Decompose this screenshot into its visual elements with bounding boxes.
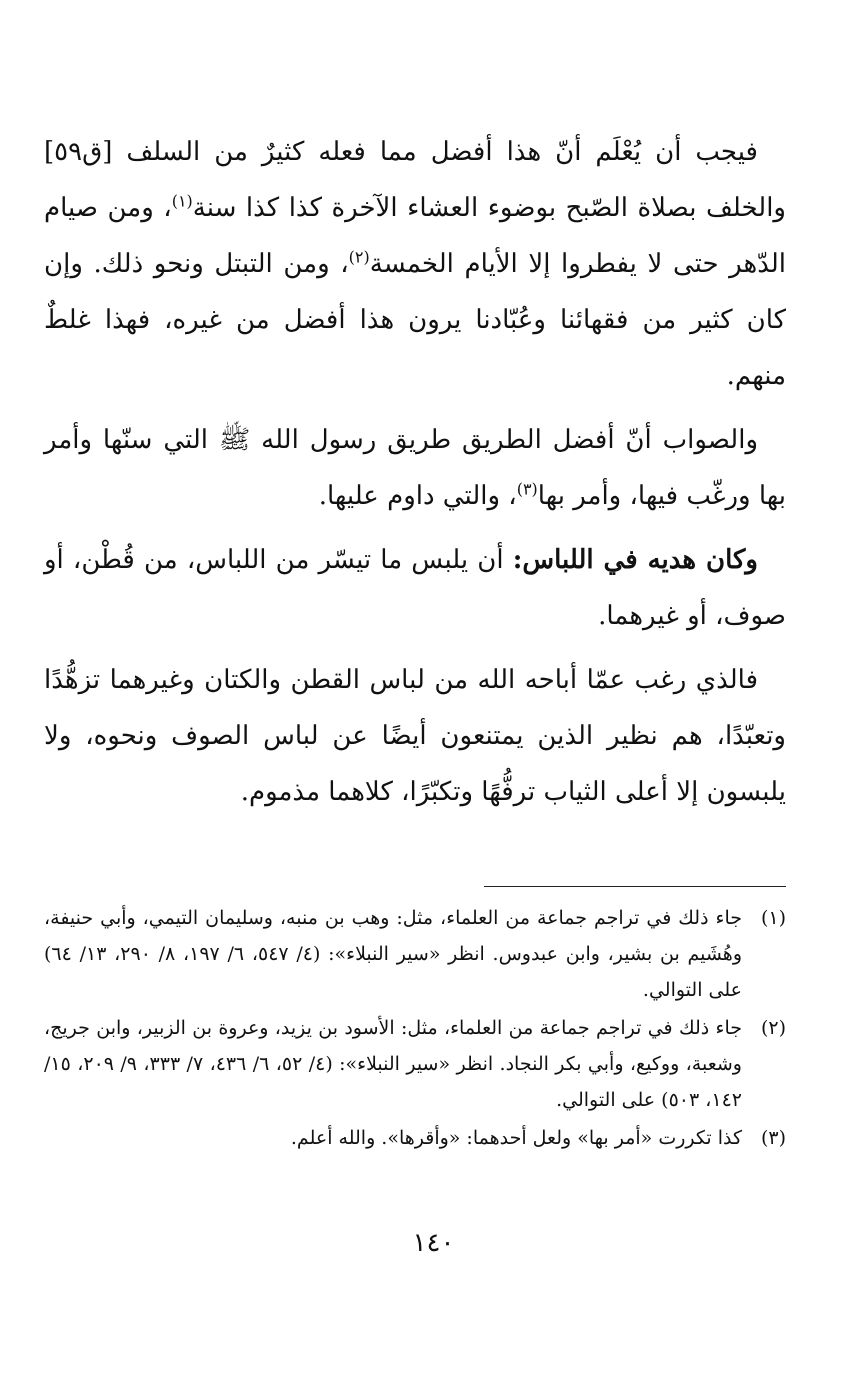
- paragraph-3: [44, 532, 786, 644]
- footnote-2: [44, 1010, 786, 1118]
- footnote-ref-2: (٢): [348, 247, 370, 267]
- paragraph-2-part-b: ، والتي داوم عليها.: [318, 481, 517, 511]
- footnote-number: (١): [760, 907, 786, 929]
- paragraph-4: [44, 652, 786, 820]
- page-number: ١٤٠: [412, 1228, 455, 1258]
- footnote-text: جاء ذلك في تراجم جماعة من العلماء، مثل: الأسود بن يزيد، وعروة بن الزبير، وابن جريج، وشعبة، ووكيع، وأبي بكر النجاد. انظر «سير النبلاء»: (٤/ ٥٢، ٦/ ٤٣٦، ٧/ ٣٣٣، ٩/ ٢٠٩، ١٥/ ١٤٢، ٥٠٣) على التوالي.: [44, 1017, 742, 1111]
- paragraph-1-part-c: ، ومن التبتل ونحو ذلك. وإن كان كثير من فقهائنا وعُبّادنا يرون هذا أفضل من غيره، فهذا غلطٌ منهم.: [44, 249, 786, 391]
- footnote-divider: [484, 886, 786, 887]
- footnote-3: [44, 1120, 786, 1156]
- main-text: [44, 124, 786, 820]
- paragraph-1: [44, 124, 786, 404]
- footnotes: [44, 900, 786, 1158]
- footnote-number: (٢): [760, 1017, 786, 1039]
- paragraph-3-heading: وكان هديه في اللباس:: [512, 545, 758, 575]
- paragraph-2-part-a: والصواب أنّ أفضل الطريق طريق رسول الله ﷺ التي سنّها وأمر بها ورغّب فيها، وأمر بها: [44, 425, 786, 511]
- footnote-number: (٣): [760, 1127, 786, 1149]
- paragraph-1-part-a: فيجب أن يُعْلَم أنّ هذا أفضل مما فعله كثيرٌ من السلف [ق٥٩] والخلف بصلاة الصّبح بوضوء العشاء الآخرة كذا كذا سنة: [44, 137, 786, 223]
- paragraph-2: [44, 412, 786, 524]
- footnote-text: كذا تكررت «أمر بها» ولعل أحدهما: «وأقرها». والله أعلم.: [290, 1127, 742, 1149]
- footnote-text: جاء ذلك في تراجم جماعة من العلماء، مثل: وهب بن منبه، وسليمان التيمي، وأبي حنيفة، وهُشَيم بن بشير، وابن عبدوس. انظر «سير النبلاء»: (٤/ ٥٤٧، ٦/ ١٩٧، ٨/ ٢٩٠، ١٣/ ٦٤) على التوالي.: [44, 907, 743, 1001]
- footnote-ref-1: (١): [171, 191, 193, 211]
- footnote-1: [44, 900, 786, 1008]
- paragraph-3-text: أن يلبس ما تيسّر من اللباس، من قُطْن، أو صوف، أو غيرهما.: [44, 545, 786, 631]
- paragraph-4-text: فالذي رغب عمّا أباحه الله من لباس القطن والكتان وغيرهما تزهُّدًا وتعبّدًا، هم نظير الذين يمتنعون أيضًا عن لباس الصوف ونحوه، ولا يلبسون إلا أعلى الثياب ترفُّهًا وتكبّرًا، كلاهما مذموم.: [44, 665, 786, 807]
- paragraph-1-part-b: ، ومن صيام الدّهر حتى لا يفطروا إلا الأيام الخمسة: [44, 193, 787, 279]
- footnote-ref-3: (٣): [516, 479, 538, 499]
